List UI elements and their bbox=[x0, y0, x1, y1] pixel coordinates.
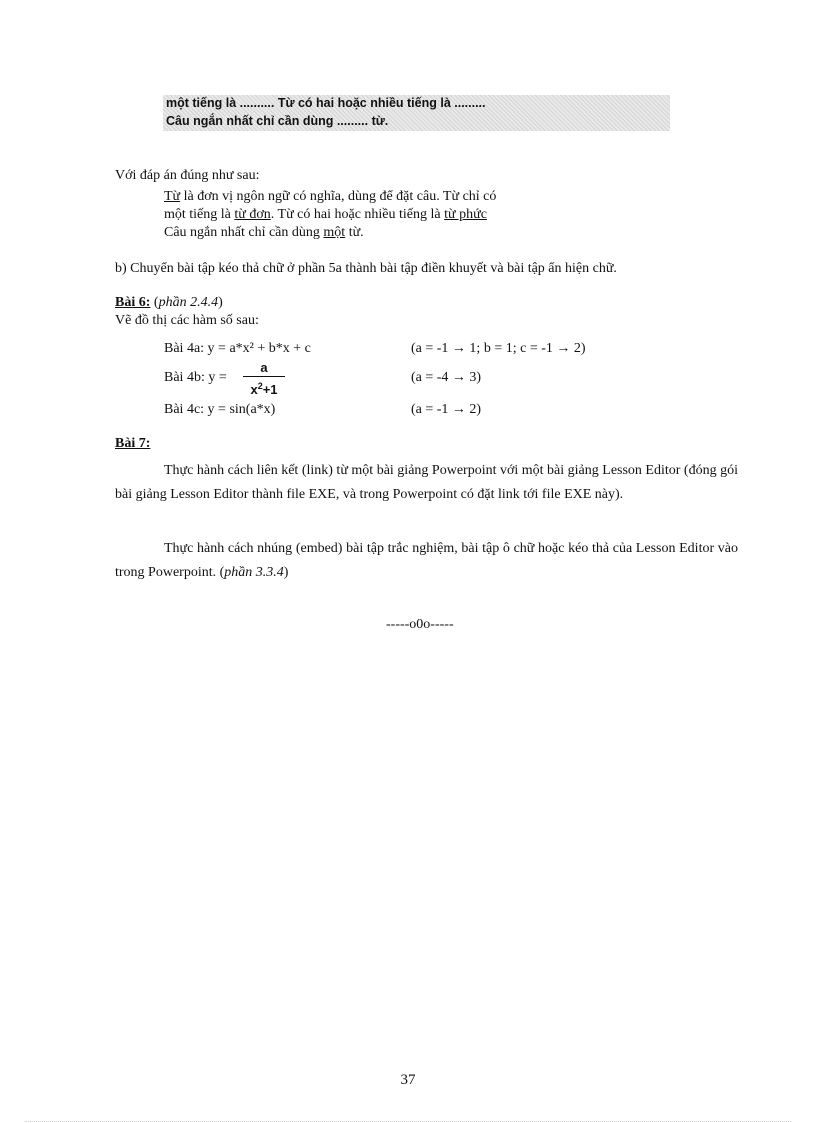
fraction-denominator: $x^2+1$ bbox=[250, 381, 278, 397]
page-bottom-border bbox=[25, 1121, 791, 1122]
formula-4b-fraction bbox=[243, 361, 285, 398]
bai7-paragraph-2: Thực hành cách nhúng (embed) bài tập trắc nghiệm, bài tập ô chữ hoặc kéo thả của Lesson Editor vào trong Powerpoint. (phần 3.3.4) bbox=[115, 541, 738, 580]
bai7-heading: Bài 7: bbox=[115, 436, 151, 451]
answer-intro: Với đáp án đúng như sau: bbox=[115, 168, 260, 183]
answer-word-tu: Từ bbox=[164, 189, 181, 204]
answer-word-tu-phuc: từ phức bbox=[444, 207, 487, 222]
bai6-reference: phần 2.4.4 bbox=[158, 295, 219, 310]
bai7-paragraph-1: Thực hành cách liên kết (link) từ một bài giảng Powerpoint với một bài giảng Lesson Editor (đóng gói bài giảng Lesson Editor thành file EXE, và trong Powerpoint có đặt link tới file EXE này). bbox=[115, 463, 738, 502]
formula-4a-range: (a = -1 → 1; b = 1; c = -1 → 2) bbox=[411, 341, 586, 356]
answer-word-mot: một bbox=[323, 225, 346, 240]
bai7-reference: phần 3.3.4 bbox=[224, 565, 284, 580]
answer-line-1: Từ là đơn vị ngôn ngữ có nghĩa, dùng để đặt câu. Từ chỉ có bbox=[164, 189, 497, 204]
formula-4b: Bài 4b: y = bbox=[164, 370, 227, 385]
formula-4a: Bài 4a: y = a*x² + b*x + c bbox=[164, 341, 311, 356]
shaded-exercise-box bbox=[163, 95, 670, 131]
bai6-heading: Bài 6: bbox=[115, 295, 151, 310]
fraction-bar bbox=[243, 376, 285, 377]
item-b-text: b) Chuyển bài tập kéo thả chữ ở phần 5a thành bài tập điền khuyết và bài tập ẩn hiện chữ. bbox=[115, 261, 617, 276]
answer-word-tu-don: từ đơn bbox=[234, 207, 271, 222]
shaded-line-2: Câu ngắn nhất chỉ cần dùng ......... từ. bbox=[166, 114, 389, 128]
answer-line-3: Câu ngắn nhất chỉ cần dùng một từ. bbox=[164, 225, 364, 240]
bai6-subtitle: Vẽ đồ thị các hàm số sau: bbox=[115, 313, 259, 328]
bai6-heading-line: Bài 6: (phần 2.4.4) bbox=[115, 295, 223, 310]
formula-4b-range: (a = -4 → 3) bbox=[411, 370, 482, 385]
shaded-line-1: một tiếng là .......... Từ có hai hoặc nhiều tiếng là ......... bbox=[166, 96, 486, 110]
formula-4c-range: (a = -1 → 2) bbox=[411, 402, 482, 417]
section-separator: -----o0o----- bbox=[386, 617, 454, 632]
page-number: 37 bbox=[400, 1072, 416, 1088]
fraction-numerator: a bbox=[260, 360, 268, 375]
formula-4c: Bài 4c: y = sin(a*x) bbox=[164, 402, 276, 417]
answer-line-2: một tiếng là từ đơn. Từ có hai hoặc nhiều tiếng là từ phức bbox=[164, 207, 487, 222]
